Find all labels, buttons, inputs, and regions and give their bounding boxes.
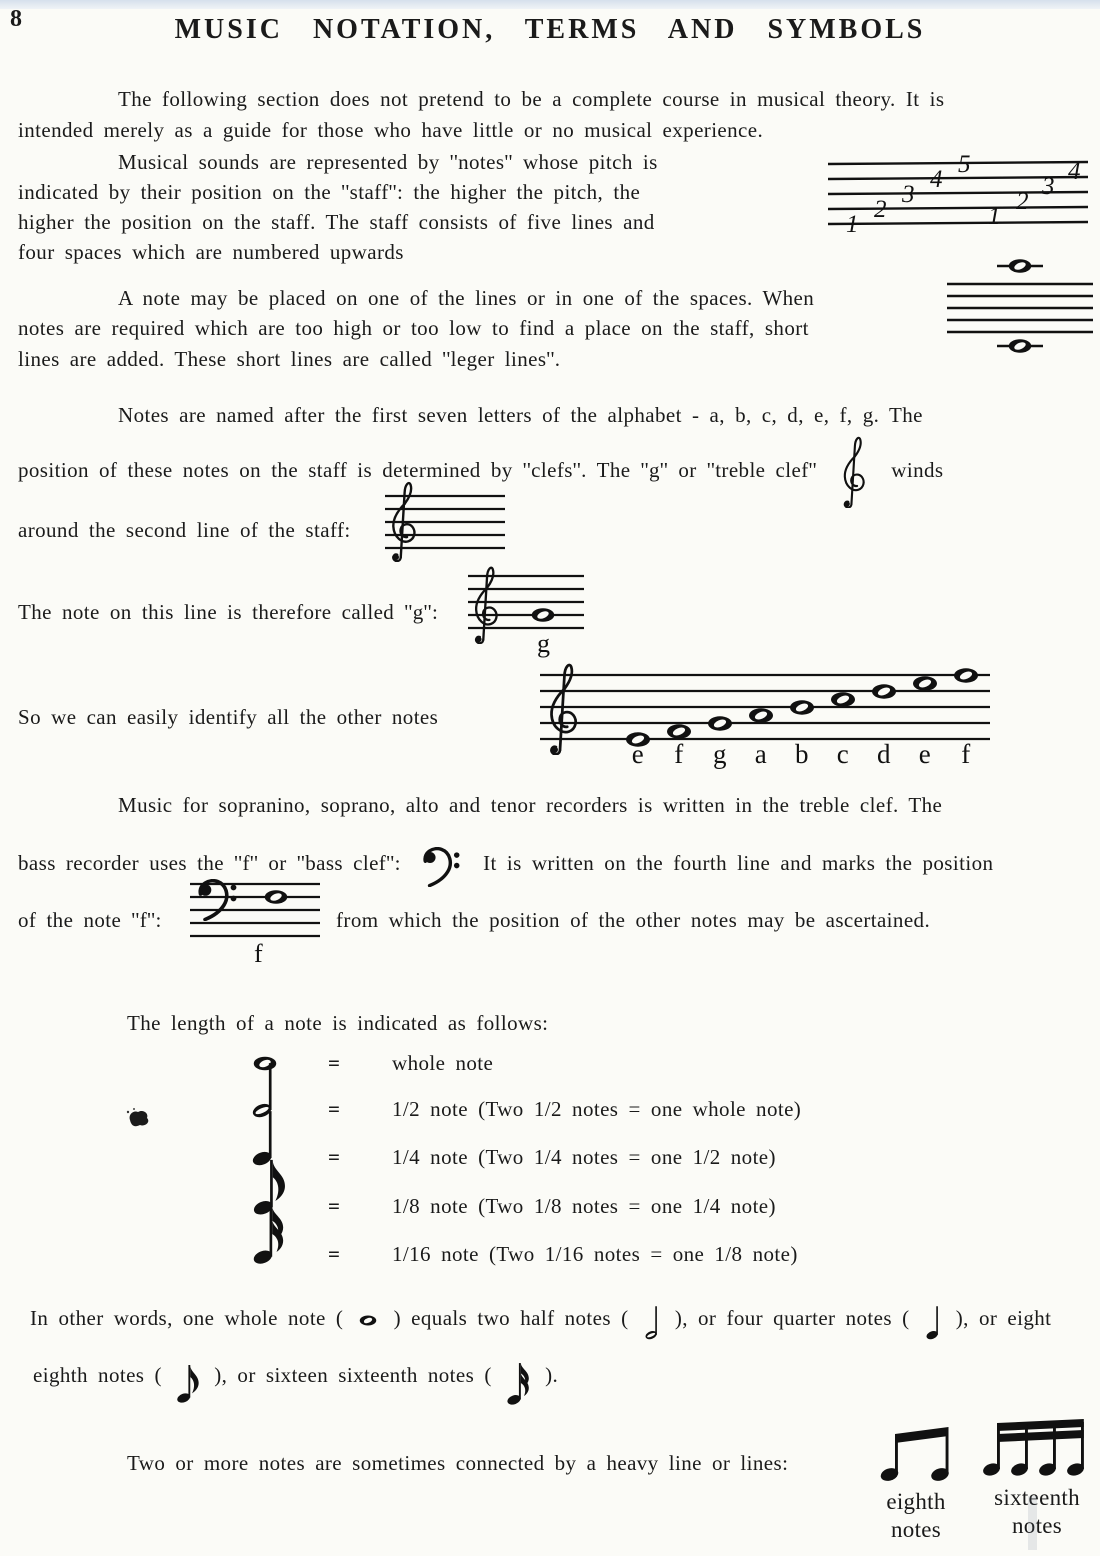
length-text: 1/8 note (Two 1/8 notes = one 1/4 note) (392, 1194, 776, 1218)
recorders-line-3 (18, 905, 931, 969)
staff-space-number: 1 (988, 203, 1001, 230)
scale-letter: f (674, 739, 685, 770)
words-text: ) equals two half notes ( (393, 1306, 629, 1330)
whole-note-icon (790, 700, 814, 714)
whole-note-icon (708, 716, 732, 730)
words-text: In other words, one whole note ( (30, 1306, 344, 1330)
whole-note-icon (1009, 259, 1032, 273)
staff-line-number: 2 (874, 196, 887, 223)
whole-note-icon (1009, 339, 1032, 353)
scan-smudge (1028, 1496, 1037, 1550)
scale-letter: c (837, 739, 850, 770)
recorders-line-3-text: of the note ''f'': (18, 908, 162, 932)
treble-clef-icon (552, 665, 576, 754)
recorders-line-2 (18, 848, 993, 878)
whole-note-icon (831, 692, 855, 706)
beams-line: Two or more notes are sometimes connected by a heavy line or lines: (127, 1451, 789, 1475)
length-row-half (0, 1086, 1100, 1132)
half-note-icon (645, 1304, 659, 1340)
words-text: ), or four quarter notes ( (674, 1306, 910, 1330)
sounds-line-4: four spaces which are numbered upwards (18, 240, 404, 264)
clefs-line-2-text: position of these notes on the staff is determined by ''clefs''. The ''g'' or ''treble clef'' (18, 458, 817, 482)
identify-line (18, 702, 994, 770)
staff-line-number: 1 (846, 211, 859, 238)
intro-line-2: intended merely as a guide for those who have little or no musical experience. (18, 118, 764, 142)
sounds-line-3: higher the position on the staff. The staff consists of five lines and (18, 210, 655, 234)
treble-clef-icon (476, 568, 497, 643)
staff-with-leger-notes-icon (945, 252, 1095, 354)
equals-sign: = (328, 1145, 341, 1169)
identify-text: So we can easily identify all the other notes (18, 705, 439, 729)
whole-note-icon (872, 684, 896, 698)
staff-space-number: 4 (1068, 158, 1081, 185)
length-row-eighth (0, 1183, 1100, 1229)
leger-line-1: A note may be placed on one of the lines or in one of the spaces. When (118, 286, 815, 310)
whole-note-icon (265, 890, 288, 904)
clefs-line-3-text: around the second line of the staff: (18, 518, 351, 542)
length-heading: The length of a note is indicated as follows: (127, 1011, 549, 1035)
intro-line-1: The following section does not pretend to be a complete course in musical theory. It is (118, 87, 945, 111)
leger-line-2: notes are required which are too high or too low to find a place on the staff, short (18, 316, 809, 340)
equals-sign: = (328, 1051, 341, 1075)
recorders-line-3-text-end: from which the position of the other notes may be ascertained. (336, 908, 931, 932)
clefs-line-2-text-after: winds (891, 458, 944, 482)
recorders-line-1: Music for sopranino, soprano, alto and tenor recorders is written in the treble clef. The (118, 793, 943, 817)
length-row-whole (0, 1040, 1100, 1086)
whole-note-icon (954, 668, 978, 682)
scale-letter: a (755, 739, 768, 770)
scan-edge-tint (0, 0, 1100, 9)
words-text: ), or sixteen sixteenth notes ( (214, 1363, 492, 1387)
length-text: whole note (392, 1051, 494, 1075)
scale-letter: f (961, 739, 972, 770)
scale-letter: e (632, 739, 645, 770)
scale-letter: g (713, 739, 728, 770)
bass-clef-icon (421, 847, 461, 887)
whole-note-icon (749, 708, 773, 722)
words-line-2 (33, 1360, 558, 1390)
beamed-eighth-notes-icon (880, 1424, 950, 1482)
whole-note-icon (359, 1315, 377, 1326)
eighth-notes-label: eighth notes (886, 1489, 946, 1542)
scale-staff-icon (536, 663, 994, 770)
page-number: 8 (10, 6, 22, 32)
sounds-line-1: Musical sounds are represented by ''notes'' whose pitch is (118, 150, 658, 174)
words-text: ), or eight (955, 1306, 1052, 1330)
whole-note-icon (913, 676, 937, 690)
treble-clef-staff-icon (375, 470, 507, 566)
sixteenth-note-icon (506, 1361, 531, 1405)
g-note-label: g (537, 629, 551, 659)
staff-space-number: 2 (1016, 188, 1029, 215)
scale-letter: d (877, 739, 892, 770)
numbered-staff-diagram (826, 152, 1092, 240)
staff-line-number: 3 (902, 181, 915, 208)
sixteenth-notes-label: sixteenth notes (994, 1485, 1080, 1538)
g-note-text: The note on this line is therefore called ''g'': (18, 600, 439, 624)
staff-line-number: 4 (930, 166, 943, 193)
scale-letter: b (795, 739, 810, 770)
scale-letter: e (919, 739, 932, 770)
words-text: ). (545, 1363, 559, 1387)
bass-clef-icon (200, 881, 237, 920)
beamed-sixteenth-notes-icon (982, 1417, 1088, 1479)
leger-staff-diagram (945, 252, 1095, 360)
length-text: 1/2 note (Two 1/2 notes = one whole note) (392, 1097, 802, 1121)
staff-icon (826, 151, 1092, 238)
quarter-note-icon (926, 1304, 940, 1340)
bass-clef-staff-icon (188, 874, 322, 969)
whole-note-icon (532, 608, 555, 622)
recorders-line-2-text-after: It is written on the fourth line and marks the position (483, 851, 994, 875)
g-note-staff-icon (464, 564, 586, 659)
eighth-note-icon (176, 1363, 200, 1403)
recorders-line-2-text: bass recorder uses the ''f'' or ''bass clef'': (18, 851, 401, 875)
length-row-sixteenth (0, 1231, 1100, 1277)
words-line-1 (30, 1303, 1051, 1333)
page-title: MUSIC NOTATION, TERMS AND SYMBOLS (174, 14, 926, 45)
length-text: 1/16 note (Two 1/16 notes = one 1/8 note) (392, 1242, 798, 1266)
clefs-line-3 (18, 515, 507, 545)
equals-sign: = (328, 1194, 341, 1218)
treble-clef-icon (839, 430, 867, 508)
sounds-line-2: indicated by their position on the ''staff'': the higher the pitch, the (18, 180, 641, 204)
equals-sign: = (328, 1242, 341, 1266)
clefs-line-1: Notes are named after the first seven letters of the alphabet - a, b, c, d, e, f, g. The (118, 403, 923, 427)
staff-line-number: 5 (958, 151, 971, 178)
g-note-line (18, 597, 586, 659)
f-note-label: f (253, 939, 263, 969)
length-text: 1/4 note (Two 1/4 notes = one 1/2 note) (392, 1145, 776, 1169)
sixteenth-note-icon (252, 1203, 286, 1265)
staff-space-number: 3 (1042, 173, 1055, 200)
words-text: eighth notes ( (33, 1363, 162, 1387)
leger-line-3: lines are added. These short lines are called ''leger lines''. (18, 347, 561, 371)
equals-sign: = (328, 1097, 341, 1121)
length-row-quarter (0, 1134, 1100, 1180)
whole-note-icon (667, 724, 691, 738)
